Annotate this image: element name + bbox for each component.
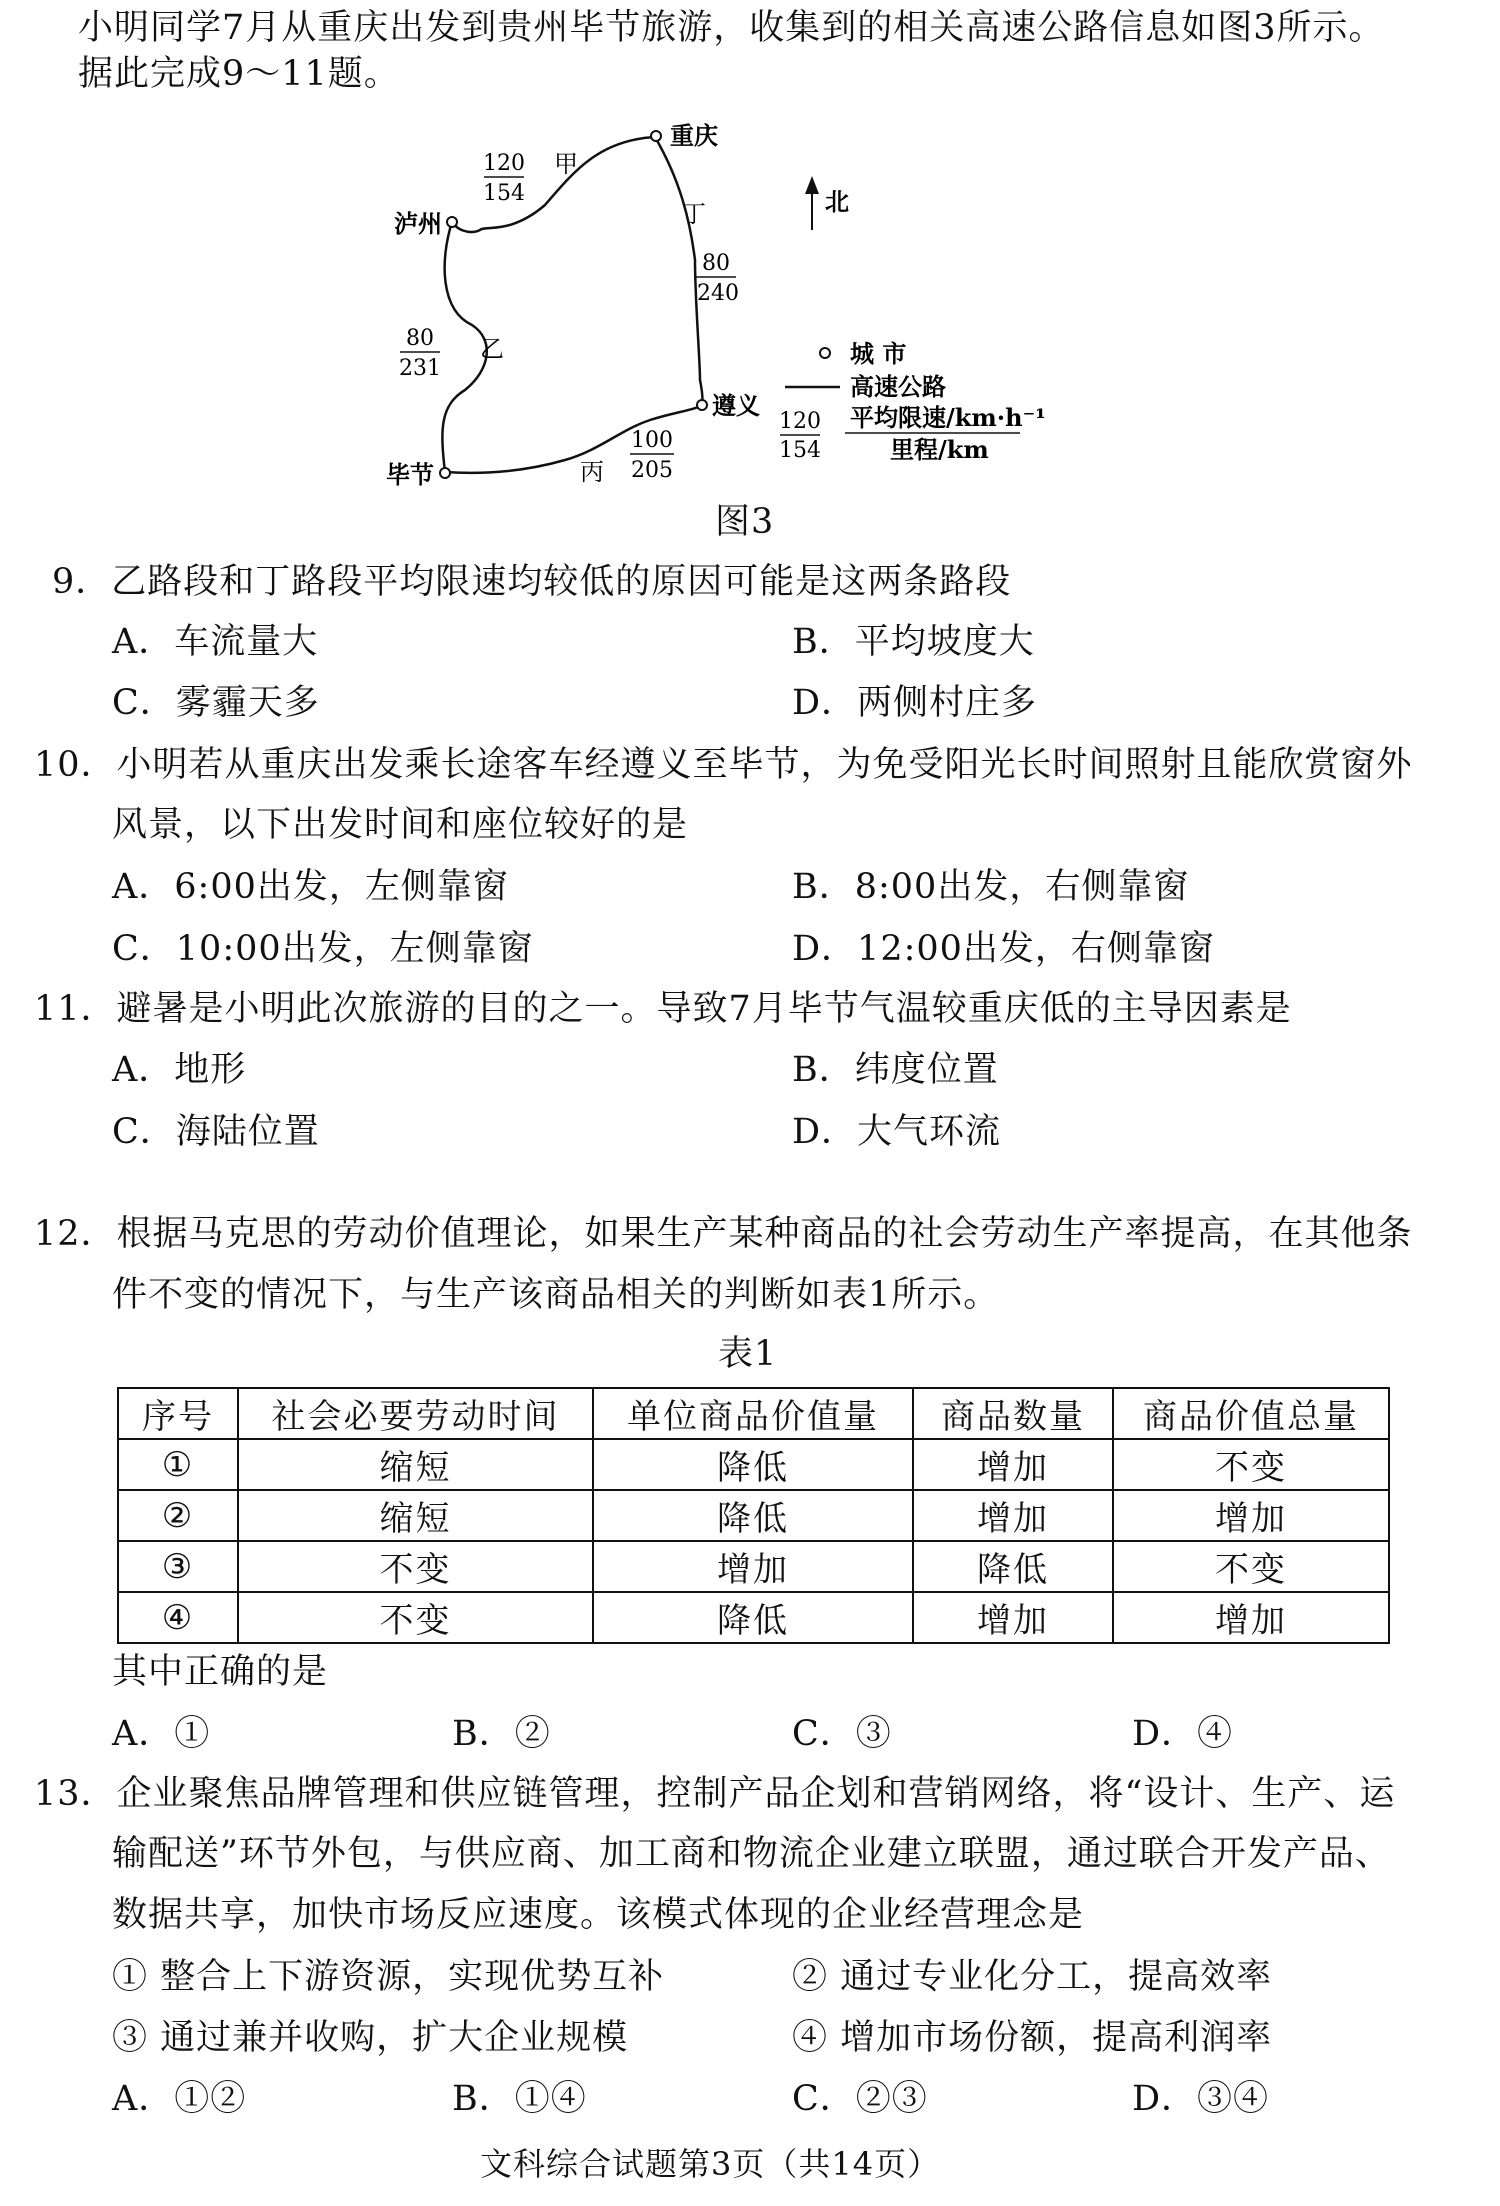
road-jia-distance: 154: [483, 181, 525, 206]
legend-sample-distance: 154: [779, 438, 821, 463]
table-row: [118, 1490, 1389, 1541]
road-yi-distance: 231: [399, 356, 441, 381]
q13-stem-line-3: 数据共享，加快市场反应速度。该模式体现的企业经营理念是: [112, 1895, 1085, 1935]
table-cell: ④: [118, 1592, 238, 1643]
table-row: [118, 1592, 1389, 1643]
table-cell: 不变: [1113, 1439, 1389, 1490]
table-cell: 增加: [1113, 1490, 1389, 1541]
q9-option-d: D．两侧村庄多: [792, 683, 1038, 723]
table-cell: 增加: [593, 1541, 913, 1592]
figure-caption: 图3: [715, 502, 775, 542]
road-yi-speed: 80: [406, 326, 434, 351]
q9-option-a: A．车流量大: [112, 622, 319, 662]
q11-option-c: C．海陆位置: [112, 1112, 320, 1152]
road-bing-distance: 205: [631, 458, 673, 483]
legend-highway-label: 高速公路: [850, 372, 946, 401]
q10-option-c: C．10:00出发，左侧靠窗: [112, 929, 534, 969]
city-label-luzhou: 泸州: [394, 209, 442, 238]
q13-option-d: D．③④: [1132, 2079, 1270, 2119]
q11-option-d: D．大气环流: [792, 1112, 1002, 1152]
road-ding-name: 丁: [682, 200, 706, 228]
q10-option-a: A．6:00出发，左侧靠窗: [112, 867, 509, 907]
table-header-cell: 社会必要劳动时间: [238, 1388, 593, 1439]
city-marker-zunyi: [697, 400, 707, 410]
table-caption: 表1: [718, 1334, 778, 1374]
highway-map: [386, 100, 1120, 500]
city-label-chongqing: 重庆: [670, 121, 718, 150]
road-ding: [655, 137, 702, 405]
table-cell: 降低: [593, 1592, 913, 1643]
q13-option-c: C．②③: [792, 2079, 928, 2119]
table-cell: 缩短: [238, 1439, 593, 1490]
table-cell: 增加: [913, 1439, 1113, 1490]
q13-statement-3: ③ 通过兼并收购，扩大企业规模: [112, 2018, 629, 2058]
q12-option-b: B．②: [452, 1714, 551, 1754]
table-cell: 增加: [913, 1490, 1113, 1541]
q10-option-b: B．8:00出发，右侧靠窗: [792, 867, 1190, 907]
intro-line-1: 小明同学7月从重庆出发到贵州毕节旅游，收集到的相关高速公路信息如图3所示。: [78, 8, 1385, 48]
city-label-bijie: 毕节: [386, 460, 434, 489]
city-marker-luzhou: [447, 217, 457, 227]
table-row: [118, 1439, 1389, 1490]
q9-option-c: C．雾霾天多: [112, 683, 320, 723]
table-cell: 降低: [913, 1541, 1113, 1592]
legend-speed-label: 平均限速/km·h⁻¹: [850, 403, 1046, 432]
north-label: 北: [825, 187, 849, 216]
table-header-cell: 商品价值总量: [1113, 1388, 1389, 1439]
road-jia-name: 甲: [554, 150, 578, 178]
table-cell: 增加: [913, 1592, 1113, 1643]
q13-statement-4: ④ 增加市场份额，提高利润率: [792, 2018, 1273, 2058]
q13-stem-line-1: 13．企业聚焦品牌管理和供应链管理，控制产品企划和营销网络，将“设计、生产、运: [34, 1774, 1396, 1814]
q13-statement-1: ① 整合上下游资源，实现优势互补: [112, 1957, 665, 1997]
table-cell: 不变: [1113, 1541, 1389, 1592]
table-cell: ①: [118, 1439, 238, 1490]
city-label-zunyi: 遵义: [712, 391, 760, 420]
legend-city-icon: [820, 348, 830, 358]
city-marker-bijie: [440, 468, 450, 478]
q12-follow-up: 其中正确的是: [112, 1652, 329, 1692]
q11-option-a: A．地形: [112, 1050, 247, 1090]
table-header-row: [118, 1388, 1389, 1439]
road-ding-speed: 80: [702, 251, 730, 276]
table-cell: 降低: [593, 1490, 913, 1541]
q12-option-a: A．①: [112, 1714, 211, 1754]
table-cell: ②: [118, 1490, 238, 1541]
road-yi-name: 乙: [480, 335, 504, 363]
q12-option-d: D．④: [1132, 1714, 1234, 1754]
q12-option-c: C．③: [792, 1714, 892, 1754]
legend-distance-label: 里程/km: [890, 435, 989, 464]
north-arrow-icon: [805, 176, 819, 194]
table-cell: ③: [118, 1541, 238, 1592]
road-jia-speed: 120: [483, 151, 525, 176]
page-footer: 文科综合试题第3页（共14页）: [480, 2145, 941, 2183]
road-bing-name: 丙: [580, 458, 604, 486]
q10-stem-line-1: 10．小明若从重庆出发乘长途客车经遵义至毕节，为免受阳光长时间照射且能欣赏窗外: [34, 745, 1413, 785]
q10-stem-line-2: 风景，以下出发时间和座位较好的是: [112, 805, 689, 845]
q12-stem-line-2: 件不变的情况下，与生产该商品相关的判断如表1所示。: [112, 1275, 1000, 1315]
q13-stem-line-2: 输配送”环节外包，与供应商、加工商和物流企业建立联盟，通过联合开发产品、: [112, 1834, 1391, 1874]
q9-option-b: B．平均坡度大: [792, 622, 1035, 662]
table-cell: 不变: [238, 1592, 593, 1643]
q11-option-b: B．纬度位置: [792, 1050, 999, 1090]
table-cell: 增加: [1113, 1592, 1389, 1643]
q9-stem: 9．乙路段和丁路段平均限速均较低的原因可能是这两条路段: [52, 562, 1012, 602]
intro-line-2: 据此完成9～11题。: [78, 54, 400, 94]
table-header-cell: 商品数量: [913, 1388, 1113, 1439]
table-header-cell: 单位商品价值量: [593, 1388, 913, 1439]
q12-stem-line-1: 12．根据马克思的劳动价值理论，如果生产某种商品的社会劳动生产率提高，在其他条: [34, 1214, 1413, 1254]
road-ding-distance: 240: [697, 281, 739, 306]
q11-stem: 11．避暑是小明此次旅游的目的之一。导致7月毕节气温较重庆低的主导因素是: [34, 989, 1292, 1029]
legend-sample-speed: 120: [779, 409, 821, 434]
q13-option-a: A．①②: [112, 2079, 247, 2119]
legend-city-label: 城 市: [850, 339, 907, 368]
road-bing-speed: 100: [631, 428, 673, 453]
q13-statement-2: ② 通过专业化分工，提高效率: [792, 1957, 1273, 1997]
table-cell: 降低: [593, 1439, 913, 1490]
judgment-table: [117, 1387, 1390, 1644]
table-header-cell: 序号: [118, 1388, 238, 1439]
table-cell: 缩短: [238, 1490, 593, 1541]
q10-option-d: D．12:00出发，右侧靠窗: [792, 929, 1215, 969]
table-row: [118, 1541, 1389, 1592]
city-marker-chongqing: [651, 131, 661, 141]
q13-option-b: B．①④: [452, 2079, 587, 2119]
table-cell: 不变: [238, 1541, 593, 1592]
